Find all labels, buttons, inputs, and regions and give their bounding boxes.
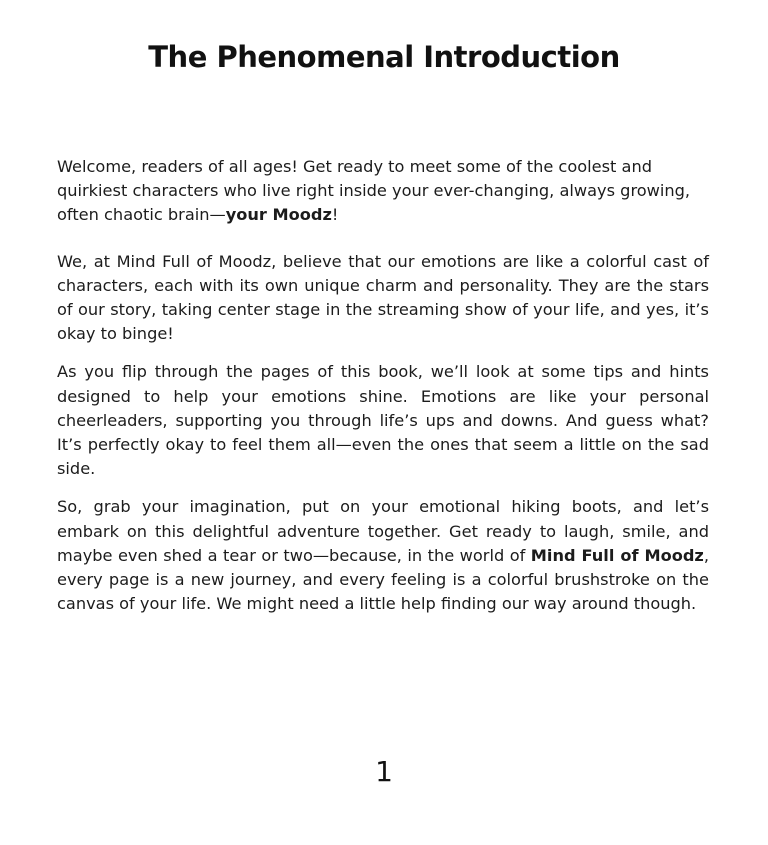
body-text xyxy=(57,155,709,616)
paragraph-welcome-end: ! xyxy=(331,205,339,225)
paragraph-adventure xyxy=(57,495,709,616)
page-title: The Phenomenal Introduction xyxy=(148,40,620,74)
paragraph-welcome-text: Welcome, readers of all ages! Get ready to meet some of the coolest and quirkiest characters who live right inside your ever-changing, always growing, often chaotic brain— xyxy=(57,157,691,225)
paragraph-adventure-bold: Mind Full of Moodz xyxy=(530,545,704,565)
paragraph-adventure-text: So, grab your imagination, put on your emotional hiking boots, and let’s embark on this delightful adventure together. Get ready to laugh, smile, and maybe even shed a tear or two—because, in the world of xyxy=(57,497,709,565)
paragraph-pages: As you flip through the pages of this book, we’ll look at some tips and hints designed to help your emotions shine. Emotions are like your personal cheerleaders, supporting you through life’s ups and downs. And guess what? It’s perfectly okay to feel them all—even the ones that seem a little on the sad side. xyxy=(57,362,709,479)
paragraph-adventure-end: , every page is a new journey, and every feeling is a colorful brushstroke on the canvas of your life. We might need a little help finding our way around though. xyxy=(57,545,709,614)
paragraph-cast: We, at Mind Full of Moodz, believe that our emotions are like a colorful cast of characters, each with its own unique charm and personality. They are the stars of our story, taking center stage in the streaming show of your life, and yes, it’s okay to binge! xyxy=(57,251,709,344)
paragraph-welcome xyxy=(57,155,709,228)
paragraph-welcome-bold: your Moodz xyxy=(225,205,332,225)
page-number: 1 xyxy=(375,755,393,788)
